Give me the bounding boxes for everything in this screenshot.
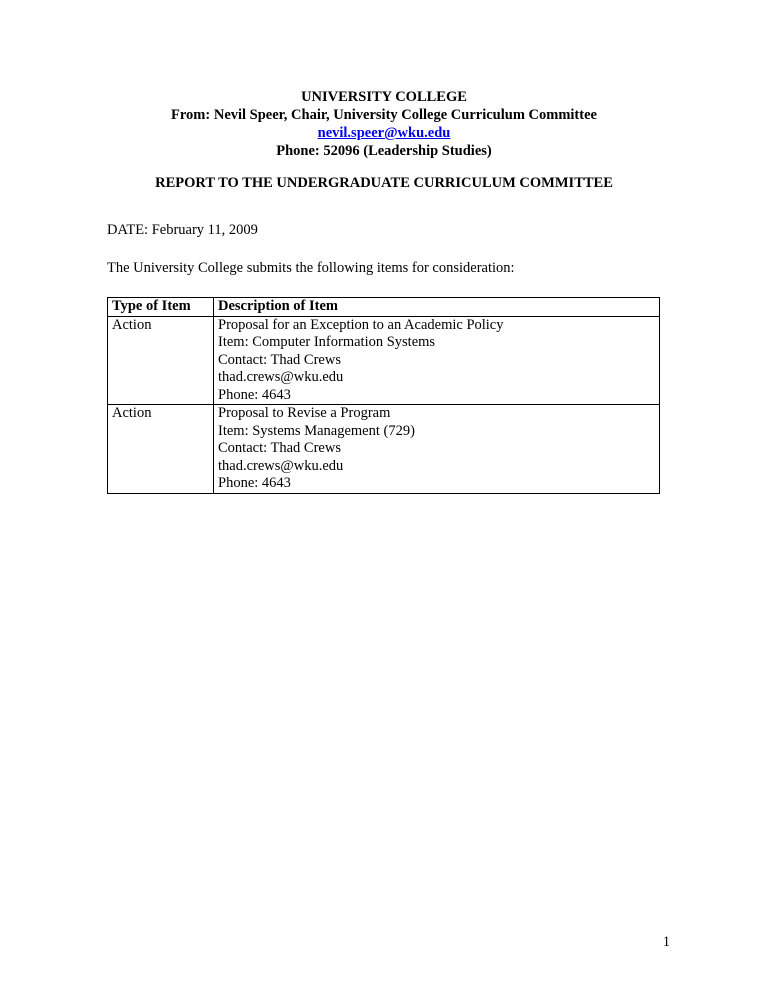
header-description: Description of Item [214,298,660,317]
header-type: Type of Item [108,298,214,317]
email-link[interactable]: nevil.speer@wku.edu [317,125,451,141]
description-line: thad.crews@wku.edu [218,369,344,385]
item-description [214,405,660,494]
description-line: Contact: Thad Crews [218,440,341,456]
item-description [214,316,660,405]
document-header [0,88,768,160]
description-line: Phone: 4643 [218,475,291,491]
description-line: Proposal for an Exception to an Academic Policy [218,316,504,333]
from-line: From: Nevil Speer, Chair, University College Curriculum Committee [171,107,597,123]
item-type: Action [108,405,214,494]
org-name: UNIVERSITY COLLEGE [301,89,467,105]
description-line: Item: Computer Information Systems [218,334,436,350]
description-line: Item: Systems Management (729) [218,422,415,439]
email-line [0,124,768,142]
table-row [108,316,660,405]
item-type: Action [108,316,214,405]
items-table [107,297,660,494]
intro-line: The University College submits the following items for consideration: [107,260,515,276]
table-header-row [108,298,660,317]
phone-line: Phone: 52096 (Leadership Studies) [276,143,492,159]
description-line: Proposal to Revise a Program [218,405,391,421]
description-line: Phone: 4643 [218,386,291,403]
date-line: DATE: February 11, 2009 [107,222,258,238]
report-title: REPORT TO THE UNDERGRADUATE CURRICULUM COMMITTEE [155,175,613,191]
description-line: thad.crews@wku.edu [218,457,344,474]
table-row [108,405,660,494]
description-line: Contact: Thad Crews [218,351,341,368]
page-number: 1 [662,934,670,950]
